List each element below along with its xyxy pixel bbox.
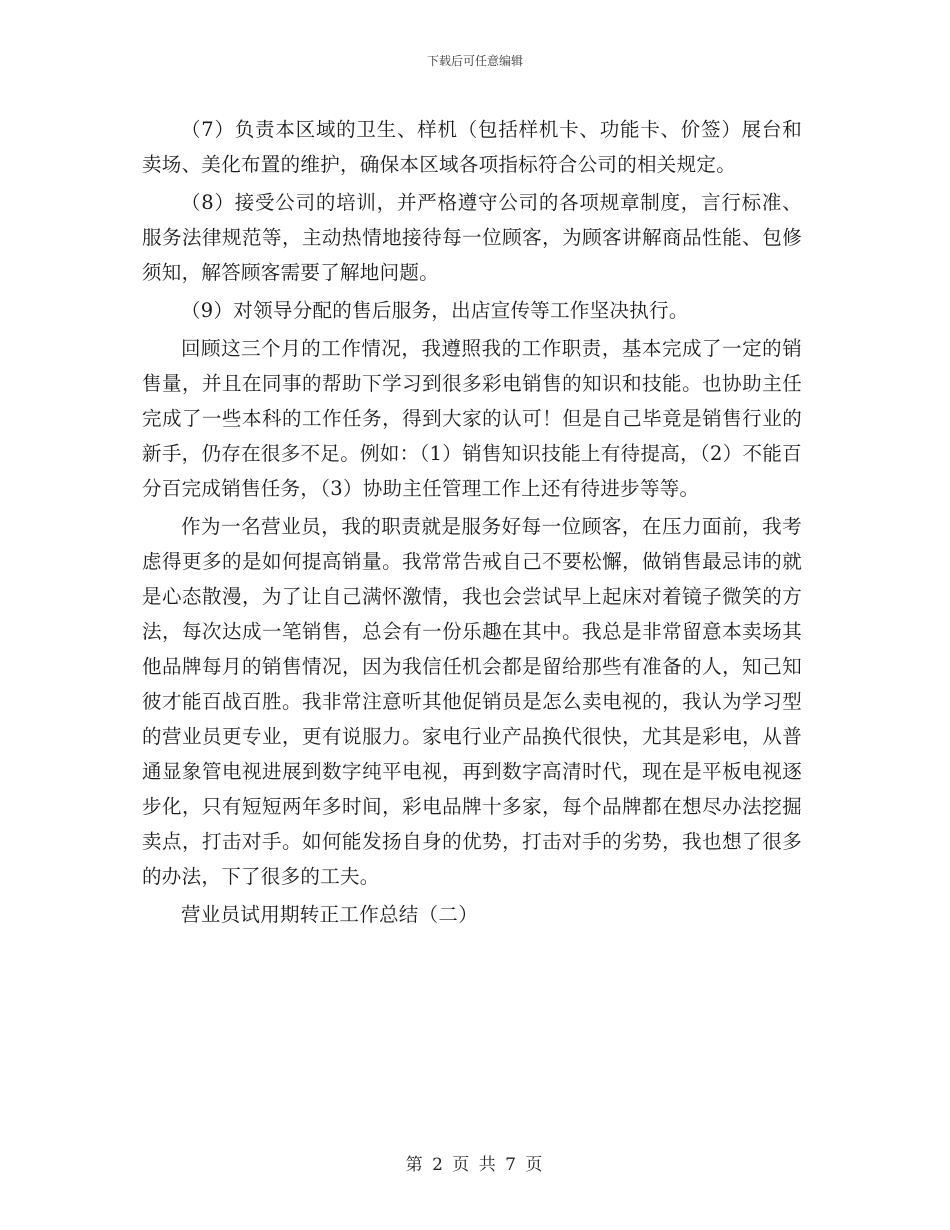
document-body bbox=[142, 110, 802, 935]
paragraph-item-7: （7）负责本区域的卫生、样机（包括样机卡、功能卡、价签）展台和卖场、美化布置的维护，确保本区域各项指标符合公司的相关规定。 bbox=[142, 118, 802, 176]
page-number: 第 2 页 共 7 页 bbox=[405, 1155, 545, 1175]
paragraph-item-8: （8）接受公司的培训，并严格遵守公司的各项规章制度，言行标准、服务法律规范等，主动热情地接待每一位顾客，为顾客讲解商品性能、包修须知，解答顾客需要了解地问题。 bbox=[142, 191, 802, 284]
paragraph-review: 回顾这三个月的工作情况，我遵照我的工作职责，基本完成了一定的销售量，并且在同事的帮助下学习到很多彩电销售的知识和技能。也协助主任完成了一些本科的工作任务，得到大家的认可！但是自己毕竟是销售行业的新手，仍存在很多不足。例如：（1）销售知识技能上有待提高，（2）不能百分百完成销售任务，（3）协助主任管理工作上还有待进步等等。 bbox=[142, 337, 802, 500]
page-header-note: 下载后可任意编辑 bbox=[426, 54, 523, 68]
paragraph-item-9: （9）对领导分配的售后服务，出店宣传等工作坚决执行。 bbox=[181, 299, 689, 322]
paragraph-duties: 作为一名营业员，我的职责就是服务好每一位顾客，在压力面前，我考虑得更多的是如何提高销量。我常常告戒自己不要松懈，做销售最忌讳的就是心态散漫，为了让自己满怀激情，我也会尝试早上起床对着镜子微笑的方法，每次达成一笔销售，总会有一份乐趣在其中。我总是非常留意本卖场其他品牌每月的销售情况，因为我信任机会都是留给那些有准备的人，知己知彼才能百战百胜。我非常注意听其他促销员是怎么卖电视的，我认为学习型的营业员更专业，更有说服力。家电行业产品换代很快，尤其是彩电，从普通显象管电视进展到数字纯平电视，再到数字高清时代，现在是平板电视逐步化，只有短短两年多时间，彩电品牌十多家，每个品牌都在想尽办法挖掘卖点，打击对手。如何能发扬自身的优势，打击对手的劣势，我也想了很多的办法，下了很多的工夫。 bbox=[142, 515, 802, 888]
section-heading: 营业员试用期转正工作总结（二） bbox=[181, 903, 479, 926]
